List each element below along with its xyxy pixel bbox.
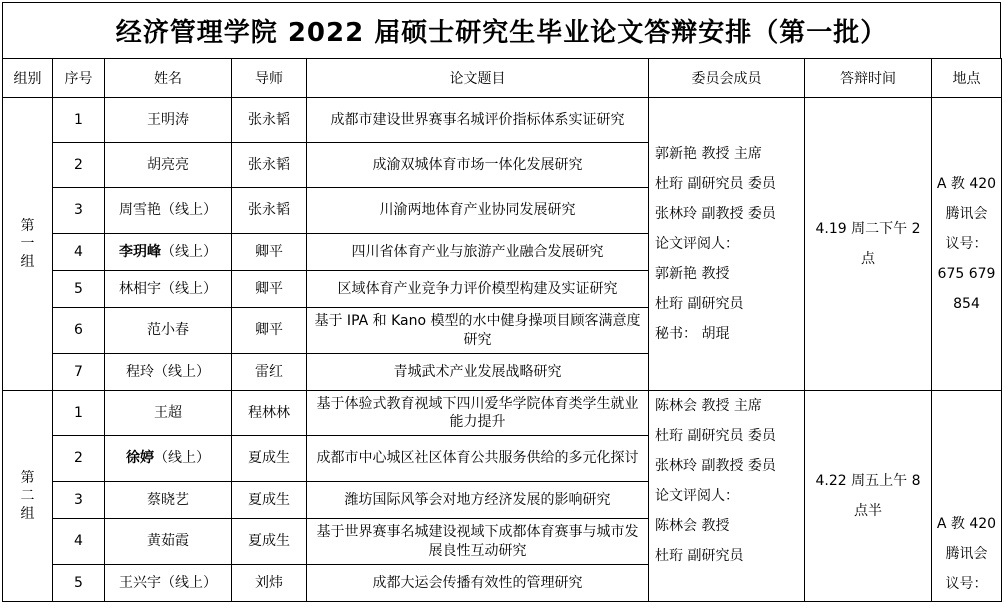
seq-cell: 4 (53, 519, 105, 565)
student-name: 徐婷（线上） (105, 436, 232, 482)
committee-line: 杜珩 副研究员 委员 (655, 176, 776, 192)
header-advisor: 导师 (232, 59, 307, 98)
committee-cell (649, 391, 805, 602)
committee-line: 陈林会 教授 (655, 518, 730, 534)
student-name: 胡亮亮 (105, 143, 232, 188)
thesis-topic: 成都市中心城区社区体育公共服务供给的多元化探讨 (307, 436, 649, 482)
student-name: 林相宇（线上） (105, 271, 232, 308)
thesis-topic: 基于 IPA 和 Kano 模型的水中健身操项目顾客满意度研究 (307, 308, 649, 354)
seq-cell: 5 (53, 271, 105, 308)
committee-line: 陈林会 教授 主席 (655, 398, 762, 414)
thesis-topic: 川渝两地体育产业协同发展研究 (307, 188, 649, 234)
seq-cell: 3 (53, 188, 105, 234)
thesis-topic: 基于体验式教育视域下四川爱华学院体育类学生就业能力提升 (307, 391, 649, 436)
advisor-name: 张永韬 (232, 98, 307, 143)
advisor-name: 卿平 (232, 308, 307, 354)
advisor-name: 卿平 (232, 234, 307, 271)
table-row (3, 391, 1002, 436)
thesis-topic: 成都市建设世界赛事名城评价指标体系实证研究 (307, 98, 649, 143)
seq-cell: 3 (53, 482, 105, 519)
committee-line: 杜珩 副研究员 (655, 548, 744, 564)
advisor-name: 刘炜 (232, 565, 307, 602)
header-name: 姓名 (105, 59, 232, 98)
thesis-topic: 成渝双城体育市场一体化发展研究 (307, 143, 649, 188)
header-row (3, 59, 1002, 98)
page-title: 经济管理学院 2022 届硕士研究生毕业论文答辩安排（第一批） (2, 2, 1001, 59)
committee-line: 张林玲 副教授 委员 (655, 458, 776, 474)
committee-line: 论文评阅人： (655, 488, 739, 504)
defense-schedule-table (2, 58, 1002, 602)
advisor-name: 夏成生 (232, 519, 307, 565)
student-name: 王明涛 (105, 98, 232, 143)
advisor-name: 程林林 (232, 391, 307, 436)
committee-line: 杜珩 副研究员 (655, 296, 744, 312)
thesis-topic: 青城武术产业发展战略研究 (307, 354, 649, 391)
header-committee: 委员会成员 (649, 59, 805, 98)
student-name: 周雪艳（线上） (105, 188, 232, 234)
committee-cell (649, 98, 805, 391)
student-name: 王兴宇（线上） (105, 565, 232, 602)
header-seq: 序号 (53, 59, 105, 98)
header-group: 组别 (3, 59, 53, 98)
seq-cell: 1 (53, 98, 105, 143)
defense-location: A 教 420 腾讯会 议号： 675 679 854 (932, 98, 1002, 391)
student-name: 范小春 (105, 308, 232, 354)
seq-cell: 2 (53, 436, 105, 482)
committee-line: 杜珩 副研究员 委员 (655, 428, 776, 444)
seq-cell: 2 (53, 143, 105, 188)
student-name: 李玥峰（线上） (105, 234, 232, 271)
committee-line: 张林玲 副教授 委员 (655, 206, 776, 222)
seq-cell: 1 (53, 391, 105, 436)
advisor-name: 雷红 (232, 354, 307, 391)
seq-cell: 4 (53, 234, 105, 271)
thesis-topic: 成都大运会传播有效性的管理研究 (307, 565, 649, 602)
student-name: 王超 (105, 391, 232, 436)
student-name: 黄茹霞 (105, 519, 232, 565)
student-name: 蔡晓艺 (105, 482, 232, 519)
student-name: 程玲（线上） (105, 354, 232, 391)
defense-time: 4.22 周五上午 8 点半 (805, 391, 932, 602)
thesis-topic: 潍坊国际风筝会对地方经济发展的影响研究 (307, 482, 649, 519)
table-row (3, 98, 1002, 143)
seq-cell: 7 (53, 354, 105, 391)
committee-line: 秘书： 胡琨 (655, 326, 730, 342)
advisor-name: 夏成生 (232, 436, 307, 482)
seq-cell: 6 (53, 308, 105, 354)
group-label: 第 一 组 (3, 98, 53, 391)
advisor-name: 夏成生 (232, 482, 307, 519)
defense-time: 4.19 周二下午 2 点 (805, 98, 932, 391)
advisor-name: 卿平 (232, 271, 307, 308)
advisor-name: 张永韬 (232, 188, 307, 234)
seq-cell: 5 (53, 565, 105, 602)
group-label: 第 二 组 (3, 391, 53, 602)
advisor-name: 张永韬 (232, 143, 307, 188)
header-topic: 论文题目 (307, 59, 649, 98)
header-location: 地点 (932, 59, 1002, 98)
thesis-topic: 四川省体育产业与旅游产业融合发展研究 (307, 234, 649, 271)
thesis-topic: 基于世界赛事名城建设视域下成都体育赛事与城市发展良性互动研究 (307, 519, 649, 565)
committee-line: 郭新艳 教授 (655, 266, 730, 282)
committee-line: 论文评阅人： (655, 236, 739, 252)
header-time: 答辩时间 (805, 59, 932, 98)
defense-location: A 教 420 腾讯会 议号： (932, 391, 1002, 602)
thesis-topic: 区域体育产业竞争力评价模型构建及实证研究 (307, 271, 649, 308)
committee-line: 郭新艳 教授 主席 (655, 146, 762, 162)
